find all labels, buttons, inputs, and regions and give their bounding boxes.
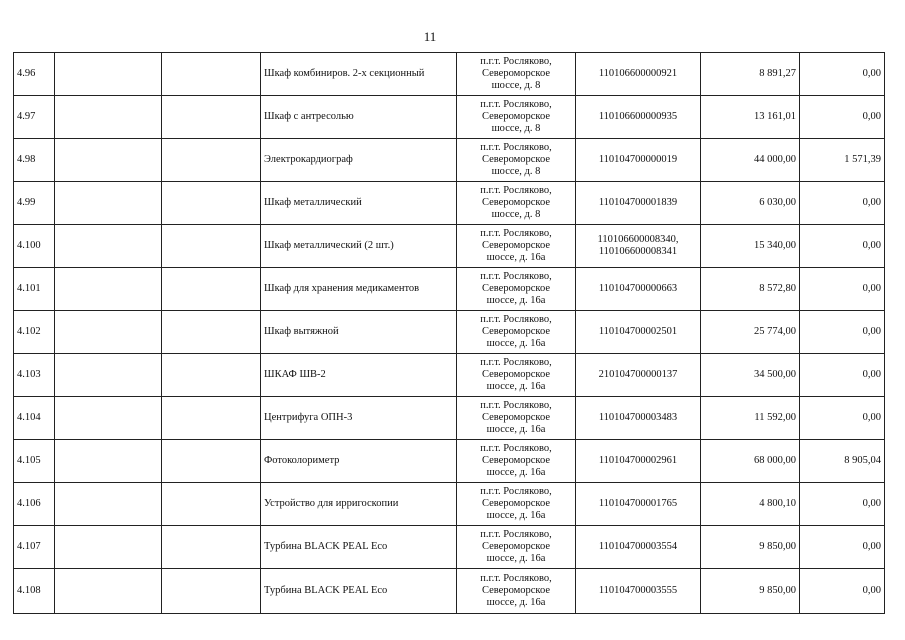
residual-value-cell: 0,00 xyxy=(800,526,885,569)
address-line: шоссе, д. 8 xyxy=(491,80,541,91)
inventory-number-cell xyxy=(576,53,701,96)
table-row xyxy=(14,483,885,526)
empty-cell xyxy=(162,268,261,311)
inventory-number-cell xyxy=(576,96,701,139)
address-cell xyxy=(457,96,576,139)
address-line: Североморское xyxy=(481,412,551,423)
address-line: шоссе, д. 16а xyxy=(486,381,546,392)
empty-cell xyxy=(55,96,162,139)
inventory-number-cell xyxy=(576,139,701,182)
book-value-cell: 68 000,00 xyxy=(701,440,800,483)
address-line: п.г.т. Росляково, xyxy=(480,314,552,325)
residual-value-cell: 0,00 xyxy=(800,53,885,96)
inventory-number-cell xyxy=(576,354,701,397)
address-line: шоссе, д. 16а xyxy=(486,252,546,263)
residual-value-cell: 0,00 xyxy=(800,397,885,440)
book-value-cell: 9 850,00 xyxy=(701,526,800,569)
residual-value-cell: 0,00 xyxy=(800,96,885,139)
row-number-cell: 4.100 xyxy=(14,225,55,268)
address-cell xyxy=(457,311,576,354)
empty-cell xyxy=(55,526,162,569)
address-line: Североморское xyxy=(481,197,551,208)
inventory-number: 110106600000935 xyxy=(598,111,678,122)
empty-cell xyxy=(162,311,261,354)
table-row xyxy=(14,311,885,354)
book-value-cell: 6 030,00 xyxy=(701,182,800,225)
table-row xyxy=(14,569,885,614)
row-number-cell: 4.106 xyxy=(14,483,55,526)
residual-value-cell: 8 905,04 xyxy=(800,440,885,483)
row-number-cell: 4.101 xyxy=(14,268,55,311)
item-name-cell: Шкаф для хранения медикаментов xyxy=(261,268,457,311)
item-name-cell: Шкаф металлический xyxy=(261,182,457,225)
address-line: шоссе, д. 16а xyxy=(486,597,546,608)
address-line: шоссе, д. 16а xyxy=(486,338,546,349)
address-cell xyxy=(457,397,576,440)
address-line: Североморское xyxy=(481,111,551,122)
address-line: Североморское xyxy=(481,283,551,294)
inventory-number: 110106600008340, xyxy=(597,234,679,245)
address-line: Североморское xyxy=(481,369,551,380)
empty-cell xyxy=(55,182,162,225)
address-cell xyxy=(457,483,576,526)
inventory-number-cell xyxy=(576,440,701,483)
address-line: п.г.т. Росляково, xyxy=(480,400,552,411)
empty-cell xyxy=(162,182,261,225)
residual-value-cell: 0,00 xyxy=(800,182,885,225)
address-line: Североморское xyxy=(481,240,551,251)
row-number-cell: 4.97 xyxy=(14,96,55,139)
empty-cell xyxy=(55,397,162,440)
address-line: Североморское xyxy=(481,68,551,79)
residual-value-cell: 0,00 xyxy=(800,354,885,397)
table-row xyxy=(14,440,885,483)
inventory-number: 110104700000663 xyxy=(598,283,678,294)
row-number-cell: 4.99 xyxy=(14,182,55,225)
row-number-cell: 4.103 xyxy=(14,354,55,397)
book-value-cell: 25 774,00 xyxy=(701,311,800,354)
table-row xyxy=(14,225,885,268)
address-line: п.г.т. Росляково, xyxy=(480,529,552,540)
book-value-cell: 4 800,10 xyxy=(701,483,800,526)
table-row xyxy=(14,96,885,139)
item-name-cell: Шкаф с антресолью xyxy=(261,96,457,139)
address-cell xyxy=(457,268,576,311)
inventory-number-cell xyxy=(576,268,701,311)
inventory-number: 110104700002501 xyxy=(598,326,678,337)
residual-value-cell: 1 571,39 xyxy=(800,139,885,182)
inventory-number: 110104700003554 xyxy=(598,541,678,552)
inventory-number-cell xyxy=(576,225,701,268)
empty-cell xyxy=(162,440,261,483)
address-line: п.г.т. Росляково, xyxy=(480,443,552,454)
empty-cell xyxy=(55,139,162,182)
item-name-cell: Устройство для ирригоскопии xyxy=(261,483,457,526)
book-value-cell: 15 340,00 xyxy=(701,225,800,268)
address-line: шоссе, д. 8 xyxy=(491,166,541,177)
book-value-cell: 34 500,00 xyxy=(701,354,800,397)
row-number-cell: 4.105 xyxy=(14,440,55,483)
address-line: Североморское xyxy=(481,498,551,509)
item-name-cell: Шкаф вытяжной xyxy=(261,311,457,354)
empty-cell xyxy=(162,225,261,268)
residual-value-cell: 0,00 xyxy=(800,268,885,311)
address-cell xyxy=(457,569,576,614)
residual-value-cell: 0,00 xyxy=(800,311,885,354)
row-number-cell: 4.107 xyxy=(14,526,55,569)
address-line: шоссе, д. 8 xyxy=(491,209,541,220)
item-name-cell: ШКАФ ШВ-2 xyxy=(261,354,457,397)
inventory-number: 110106600008341 xyxy=(598,246,678,257)
empty-cell xyxy=(162,139,261,182)
residual-value-cell: 0,00 xyxy=(800,225,885,268)
empty-cell xyxy=(162,483,261,526)
book-value-cell: 9 850,00 xyxy=(701,569,800,614)
book-value-cell: 8 572,80 xyxy=(701,268,800,311)
inventory-number: 110104700003555 xyxy=(598,585,678,596)
table-row xyxy=(14,268,885,311)
empty-cell xyxy=(55,268,162,311)
address-line: Североморское xyxy=(481,585,551,596)
empty-cell xyxy=(162,526,261,569)
item-name-cell: Турбина BLACK PEAL Eco xyxy=(261,569,457,614)
address-line: п.г.т. Росляково, xyxy=(480,56,552,67)
inventory-number-cell xyxy=(576,182,701,225)
inventory-number: 110106600000921 xyxy=(598,68,678,79)
address-line: Североморское xyxy=(481,455,551,466)
address-line: шоссе, д. 16а xyxy=(486,553,546,564)
address-line: п.г.т. Росляково, xyxy=(480,99,552,110)
inventory-number: 210104700000137 xyxy=(598,369,678,380)
empty-cell xyxy=(55,569,162,614)
empty-cell xyxy=(162,96,261,139)
item-name-cell: Шкаф комбиниров. 2-х секционный xyxy=(261,53,457,96)
inventory-number: 110104700000019 xyxy=(598,154,678,165)
inventory-number-cell xyxy=(576,526,701,569)
empty-cell xyxy=(162,53,261,96)
inventory-number-cell xyxy=(576,397,701,440)
address-line: шоссе, д. 16а xyxy=(486,295,546,306)
inventory-number-cell xyxy=(576,483,701,526)
property-registry-table xyxy=(13,52,885,614)
residual-value-cell: 0,00 xyxy=(800,483,885,526)
inventory-number: 110104700001839 xyxy=(598,197,678,208)
item-name-cell: Фотоколориметр xyxy=(261,440,457,483)
inventory-number: 110104700001765 xyxy=(598,498,678,509)
empty-cell xyxy=(55,311,162,354)
row-number-cell: 4.98 xyxy=(14,139,55,182)
table-row xyxy=(14,139,885,182)
address-line: п.г.т. Росляково, xyxy=(480,271,552,282)
address-line: п.г.т. Росляково, xyxy=(480,228,552,239)
address-line: п.г.т. Росляково, xyxy=(480,357,552,368)
inventory-number: 110104700002961 xyxy=(598,455,678,466)
address-cell xyxy=(457,225,576,268)
book-value-cell: 44 000,00 xyxy=(701,139,800,182)
empty-cell xyxy=(162,569,261,614)
item-name-cell: Турбина BLACK PEAL Eco xyxy=(261,526,457,569)
inventory-number: 110104700003483 xyxy=(598,412,678,423)
address-cell xyxy=(457,139,576,182)
address-line: шоссе, д. 16а xyxy=(486,424,546,435)
address-cell xyxy=(457,526,576,569)
table-row xyxy=(14,397,885,440)
book-value-cell: 13 161,01 xyxy=(701,96,800,139)
table-row xyxy=(14,526,885,569)
address-line: шоссе, д. 8 xyxy=(491,123,541,134)
row-number-cell: 4.108 xyxy=(14,569,55,614)
address-cell xyxy=(457,354,576,397)
table-row xyxy=(14,354,885,397)
empty-cell xyxy=(55,225,162,268)
residual-value-cell: 0,00 xyxy=(800,569,885,614)
item-name-cell: Центрифуга ОПН-3 xyxy=(261,397,457,440)
empty-cell xyxy=(162,397,261,440)
address-line: п.г.т. Росляково, xyxy=(480,486,552,497)
address-cell xyxy=(457,440,576,483)
row-number-cell: 4.96 xyxy=(14,53,55,96)
address-line: п.г.т. Росляково, xyxy=(480,573,552,584)
address-line: шоссе, д. 16а xyxy=(486,510,546,521)
inventory-number-cell xyxy=(576,569,701,614)
book-value-cell: 11 592,00 xyxy=(701,397,800,440)
table-body xyxy=(14,53,885,614)
empty-cell xyxy=(55,53,162,96)
address-line: п.г.т. Росляково, xyxy=(480,185,552,196)
page-number: 11 xyxy=(423,29,437,44)
address-cell xyxy=(457,53,576,96)
address-line: Североморское xyxy=(481,326,551,337)
address-line: шоссе, д. 16а xyxy=(486,467,546,478)
table-row xyxy=(14,182,885,225)
inventory-number-cell xyxy=(576,311,701,354)
address-cell xyxy=(457,182,576,225)
row-number-cell: 4.102 xyxy=(14,311,55,354)
empty-cell xyxy=(55,440,162,483)
table-row xyxy=(14,53,885,96)
book-value-cell: 8 891,27 xyxy=(701,53,800,96)
address-line: Североморское xyxy=(481,541,551,552)
row-number-cell: 4.104 xyxy=(14,397,55,440)
address-line: п.г.т. Росляково, xyxy=(480,142,552,153)
address-line: Североморское xyxy=(481,154,551,165)
empty-cell xyxy=(55,483,162,526)
item-name-cell: Электрокардиограф xyxy=(261,139,457,182)
item-name-cell: Шкаф металлический (2 шт.) xyxy=(261,225,457,268)
empty-cell xyxy=(162,354,261,397)
empty-cell xyxy=(55,354,162,397)
